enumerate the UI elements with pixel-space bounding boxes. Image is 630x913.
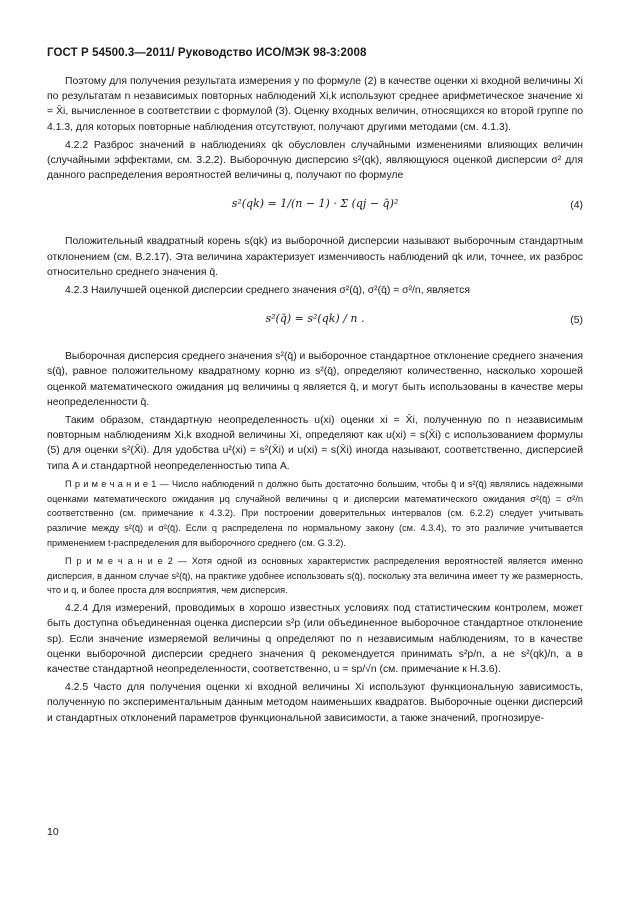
formula-4: [47, 186, 583, 230]
formula-number: (4): [570, 200, 583, 212]
formula-expression: s²(qk) = 1/(n − 1) · Σ (qj − q̄)²: [231, 197, 399, 211]
page-content: [47, 74, 583, 729]
paragraph: 4.2.5 Часто для получения оценки xi входной величины Xi используют функциональную зависимость, полученную по экспериментальным данным методом наименьших квадратов. Выборочные оценки дисперсий и стандартных отклонений параметров функциональной зависимости, а также значений, прогнозируе-: [47, 682, 583, 724]
paragraph: Поэтому для получения результата измерения y по формуле (2) в качестве оценки xi входной величины Xi по результатам n независимых повторных наблюдений Xi,k используют среднее арифметическое значение xi = X̄i, вычисленное в соответствии с формулой (3). Оценку входных величин, относящихся ко второй группе по 4.1.3, для которых повторные наблюдения отсутствуют, получают другими методами (см. 4.1.3).: [47, 76, 583, 133]
paragraph: 4.2.2 Разброс значений в наблюдениях qk обусловлен случайными изменениями влияющих величин (случайными эффектами, см. 3.2.2). Выборочную дисперсию s²(qk), являющуюся оценкой дисперсии σ² для данного распределения вероятностей величины q, получают по формуле: [47, 139, 583, 182]
page-header: ГОСТ Р 54500.3—2011/ Руководство ИСО/МЭК 98-3:2008: [47, 47, 367, 59]
formula-number: (5): [570, 315, 583, 327]
formula-expression: s²(q̄) = s²(qk) / n .: [265, 312, 365, 326]
page-number: 10: [47, 826, 59, 838]
formula-5: [47, 301, 583, 345]
paragraph: Положительный квадратный корень s(qk) из выборочной дисперсии называют выборочным стандартным отклонением (см. В.2.17). Эта величина характеризует изменчивость наблюдений qk или, точнее, их разброс относительно среднего значения q̄.: [47, 236, 583, 278]
paragraph: Выборочная дисперсия среднего значения s²(q̄) и выборочное стандартное отклонение среднего значения s(q̄), равное положительному квадратному корню из s²(q̄), определяют количественно, насколько хорошей оценкой математического ожидания μq величины q является q̄, и могут быть использованы в качестве меры неопределенности q̄.: [47, 351, 583, 408]
note: П р и м е ч а н и е 1 — Число наблюдений n должно быть достаточно большим, чтобы q̄ и s²(q̄) являлись надежными оценками математического ожидания μq случайной величины q и дисперсии математического ожидания σ²(q̄) = σ²/n соответственно (см. примечание к 4.3.2). При построении доверительных интервалов (см. 6.2.2) следует учитывать различие между s²(q̄) и σ²(q̄). Если q распределена по нормальному закону (см. 4.3.4), то это различие учитывается применением t-распределения для выборочного среднего (см. G.3.2).: [47, 478, 583, 549]
note: П р и м е ч а н и е 2 — Хотя одной из основных характеристик распределения вероятностей является именно дисперсия, в данном случае s²(q̄), на практике удобнее использовать s(q̄), поскольку эта величина имеет ту же размерность, что и q, и более проста для восприятия, чем дисперсия.: [47, 555, 583, 596]
paragraph: Таким образом, стандартную неопределенность u(xi) оценки xi = X̄i, полученную по n независимым повторным наблюдениям Xi,k входной величины Xi, определяют как u(xi) = s(X̄i) с использованием формулы (5) для оценки s²(X̄i). Для удобства u²(xi) = s²(X̄i) и u(xi) = s(X̄i) иногда называют, соответственно, дисперсией типа А и стандартной неопределенностью типа А.: [47, 415, 583, 472]
paragraph: 4.2.3 Наилучшей оценкой дисперсии среднего значения σ²(q̄), σ²(q̄) = σ²/n, является: [65, 285, 470, 297]
paragraph: 4.2.4 Для измерений, проводимых в хорошо известных условиях под статистическим контролем, может быть доступна объединенная оценка дисперсии s²p (или объединенное выборочное стандартное отклонение sp). Если значение измеряемой величины q определяют по n независимым наблюдениям, то в качестве оценки выборочной дисперсии среднего значения q̄ рекомендуется принимать s²p/n, а не s²(qk)/n, а в качестве стандартной неопределенности, соответственно, u = sp/√n (см. примечание к Н.3.6).: [47, 603, 583, 676]
